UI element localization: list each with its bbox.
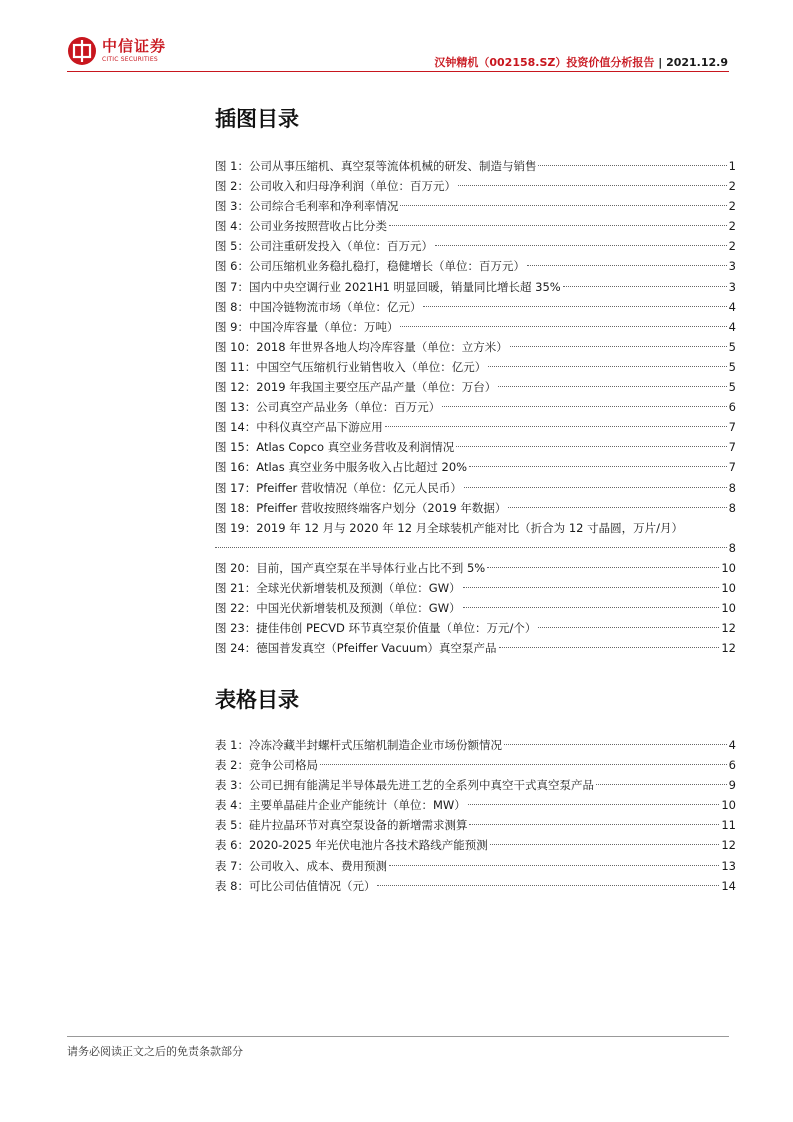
toc-entry-label: 图 8：中国冷链物流市场（单位：亿元） xyxy=(215,299,422,314)
toc-leader-dots xyxy=(498,386,726,387)
table-toc-row[interactable] xyxy=(215,876,736,896)
toc-leader-dots xyxy=(538,165,726,166)
logo-cn: 中信证券 xyxy=(102,37,167,55)
toc-leader-dots xyxy=(504,744,727,745)
figure-toc-row[interactable] xyxy=(215,196,736,216)
toc-entry-label: 图 14：中科仪真空产品下游应用 xyxy=(215,420,383,435)
report-title: 汉钟精机（002158.SZ）投资价值分析报告 xyxy=(434,56,655,69)
figure-toc-row[interactable] xyxy=(215,377,736,397)
toc-leader-dots xyxy=(320,764,727,765)
figure-toc-row[interactable] xyxy=(215,437,736,457)
toc-leader-dots xyxy=(456,446,726,447)
toc-page-number: 2 xyxy=(728,239,736,254)
toc-page-number: 3 xyxy=(728,279,736,294)
table-toc-row[interactable] xyxy=(215,775,736,795)
toc-entry-label: 图 9：中国冷库容量（单位：万吨） xyxy=(215,319,399,334)
toc-entry-label: 图 3：公司综合毛利率和净利率情况 xyxy=(215,199,399,214)
figure-toc-row[interactable] xyxy=(215,578,736,598)
toc-page-number: 3 xyxy=(728,259,736,274)
toc-entry-label: 表 6：2020-2025 年光伏电池片各技术路线产能预测 xyxy=(215,838,488,853)
toc-leader-dots xyxy=(458,185,727,186)
figure-toc-row[interactable] xyxy=(215,176,736,196)
figure-toc-row[interactable] xyxy=(215,317,736,337)
logo-text xyxy=(102,39,166,63)
toc-leader-dots xyxy=(400,205,726,206)
tables-toc xyxy=(215,735,736,896)
toc-entry-label: 图 24：德国普发真空（Pfeiffer Vacuum）真空泵产品 xyxy=(215,641,497,656)
toc-page-number: 5 xyxy=(728,339,736,354)
toc-leader-dots xyxy=(527,265,727,266)
toc-entry-label: 图 4：公司业务按照营收占比分类 xyxy=(215,219,387,234)
figure-toc-row[interactable] xyxy=(215,498,736,518)
toc-page-number: 7 xyxy=(728,440,736,455)
toc-page-number: 9 xyxy=(728,778,736,793)
toc-entry-label: 图 15：Atlas Copco 真空业务营收及利润情况 xyxy=(215,440,455,455)
toc-entry-label: 图 11：中国空气压缩机行业销售收入（单位：亿元） xyxy=(215,359,487,374)
toc-page-number: 7 xyxy=(728,460,736,475)
toc-leader-dots xyxy=(442,406,726,407)
toc-entry-label: 表 8：可比公司估值情况（元） xyxy=(215,878,376,893)
toc-page-number: 10 xyxy=(721,560,736,575)
toc-page-number: 11 xyxy=(721,818,736,833)
table-toc-row[interactable] xyxy=(215,735,736,755)
toc-page-number: 14 xyxy=(721,878,736,893)
toc-leader-dots xyxy=(464,487,727,488)
figure-toc-row[interactable] xyxy=(215,478,736,498)
toc-page-number: 2 xyxy=(728,199,736,214)
figure-toc-row[interactable] xyxy=(215,297,736,317)
toc-leader-dots xyxy=(499,647,720,648)
toc-leader-dots xyxy=(487,567,719,568)
table-toc-row[interactable] xyxy=(215,795,736,815)
toc-entry-label: 图 10：2018 年世界各地人均冷库容量（单位：立方米） xyxy=(215,339,508,354)
toc-entry-label: 图 2：公司收入和归母净利润（单位：百万元） xyxy=(215,179,456,194)
toc-entry-label: 图 22：中国光伏新增装机及预测（单位：GW） xyxy=(215,601,461,616)
logo-en: CITIC SECURITIES xyxy=(102,56,158,63)
toc-leader-dots xyxy=(389,865,719,866)
toc-entry-label: 图 1：公司从事压缩机、真空泵等流体机械的研发、制造与销售 xyxy=(215,159,537,173)
toc-leader-dots xyxy=(490,844,720,845)
toc-page-number: 12 xyxy=(721,621,736,636)
tables-toc-title: 表格目录 xyxy=(215,688,299,712)
toc-page-number: 8 xyxy=(728,540,736,555)
toc-entry-label: 图 13：公司真空产品业务（单位：百万元） xyxy=(215,400,441,415)
figure-toc-row[interactable] xyxy=(215,618,736,638)
toc-entry-label: 图 17：Pfeiffer 营收情况（单位：亿元人民币） xyxy=(215,480,462,495)
footer-divider xyxy=(67,1036,729,1037)
toc-entry-label: 图 18：Pfeiffer 营收按照终端客户划分（2019 年数据） xyxy=(215,500,507,515)
toc-page-number: 13 xyxy=(721,858,736,873)
toc-leader-dots xyxy=(435,245,727,246)
toc-entry-label: 表 4：主要单晶硅片企业产能统计（单位：MW） xyxy=(215,798,466,813)
toc-entry-label: 图 6：公司压缩机业务稳扎稳打，稳健增长（单位：百万元） xyxy=(215,259,525,274)
citic-logo-icon xyxy=(67,36,97,66)
figure-toc-row[interactable] xyxy=(215,357,736,377)
toc-leader-dots xyxy=(469,466,727,467)
figure-toc-row[interactable] xyxy=(215,337,736,357)
figure-toc-row[interactable] xyxy=(215,256,736,276)
toc-leader-dots xyxy=(468,804,720,805)
toc-page-number: 8 xyxy=(728,480,736,495)
figure-toc-row[interactable] xyxy=(215,638,736,658)
figures-toc-title: 插图目录 xyxy=(215,107,299,131)
toc-entry-label: 表 1：冷冻冷藏半封螺杆式压缩机制造企业市场份额情况 xyxy=(215,738,502,752)
report-date: | 2021.12.9 xyxy=(658,56,728,69)
toc-page-number: 8 xyxy=(728,500,736,515)
figure-toc-row[interactable] xyxy=(215,558,736,578)
toc-page-number: 7 xyxy=(728,420,736,435)
toc-entry-label: 图 21：全球光伏新增装机及预测（单位：GW） xyxy=(215,580,461,595)
toc-entry-label: 图 7：国内中央空调行业 2021H1 明显回暖，销量同比增长超 35% xyxy=(215,279,561,294)
toc-page-number: 10 xyxy=(721,601,736,616)
toc-page-number: 2 xyxy=(728,179,736,194)
table-toc-row[interactable] xyxy=(215,856,736,876)
toc-page-number: 10 xyxy=(721,798,736,813)
toc-entry-label: 图 16：Atlas 真空业务中服务收入占比超过 20% xyxy=(215,460,468,475)
figure-toc-row[interactable] xyxy=(215,417,736,437)
figure-toc-row[interactable] xyxy=(215,156,736,176)
toc-page-number: 5 xyxy=(728,359,736,374)
table-toc-row[interactable] xyxy=(215,815,736,835)
toc-leader-dots xyxy=(596,784,727,785)
table-toc-row[interactable] xyxy=(215,755,736,775)
company-logo xyxy=(67,36,166,66)
figure-toc-row[interactable] xyxy=(215,457,736,477)
toc-page-number: 12 xyxy=(721,641,736,656)
toc-page-number: 4 xyxy=(728,299,736,314)
toc-page-number: 4 xyxy=(728,738,736,752)
figure-toc-row[interactable] xyxy=(215,397,736,417)
toc-page-number: 4 xyxy=(728,319,736,334)
toc-entry-label: 图 23：捷佳伟创 PECVD 环节真空泵价值量（单位：万元/个） xyxy=(215,621,537,636)
toc-leader-dots xyxy=(563,286,727,287)
toc-entry-label: 图 12：2019 年我国主要空压产品产量（单位：万台） xyxy=(215,380,497,395)
toc-leader-dots xyxy=(389,225,727,226)
toc-page-number: 6 xyxy=(728,758,736,773)
toc-leader-dots xyxy=(538,627,719,628)
toc-page-number: 2 xyxy=(728,219,736,234)
figures-toc xyxy=(215,156,736,658)
toc-entry-label: 图 20：目前，国产真空泵在半导体行业占比不到 5% xyxy=(215,560,486,575)
report-header-title xyxy=(434,54,728,70)
toc-entry-label: 图 19：2019 年 12 月与 2020 年 12 月全球装机产能对比（折合为 12 寸晶圆，万片/月） xyxy=(215,520,683,535)
toc-entry-label: 表 7：公司收入、成本、费用预测 xyxy=(215,858,387,873)
toc-page-number: 12 xyxy=(721,838,736,853)
footer-disclaimer: 请务必阅读正文之后的免责条款部分 xyxy=(67,1045,243,1058)
toc-page-number: 6 xyxy=(728,400,736,415)
toc-leader-dots xyxy=(463,607,720,608)
toc-leader-dots xyxy=(510,346,727,347)
toc-page-number: 10 xyxy=(721,580,736,595)
figure-toc-row[interactable] xyxy=(215,216,736,236)
figure-toc-row[interactable] xyxy=(215,236,736,256)
figure-toc-row[interactable] xyxy=(215,277,736,297)
toc-leader-dots xyxy=(488,366,726,367)
toc-leader-dots xyxy=(400,326,726,327)
table-toc-row[interactable] xyxy=(215,835,736,855)
toc-leader-dots xyxy=(469,824,719,825)
toc-leader-dots xyxy=(423,306,726,307)
toc-leader-dots xyxy=(463,587,720,588)
figure-toc-row[interactable] xyxy=(215,598,736,618)
figure-toc-row[interactable] xyxy=(215,518,736,558)
header-divider xyxy=(67,71,729,72)
toc-entry-label: 表 5：硅片拉晶环节对真空泵设备的新增需求测算 xyxy=(215,818,468,833)
toc-leader-dots xyxy=(385,426,727,427)
toc-page-number: 1 xyxy=(728,159,736,173)
toc-entry-label: 图 5：公司注重研发投入（单位：百万元） xyxy=(215,239,433,254)
toc-leader-dots xyxy=(215,547,727,548)
toc-page-number: 5 xyxy=(728,380,736,395)
toc-leader-dots xyxy=(508,507,726,508)
toc-entry-label: 表 3：公司已拥有能满足半导体最先进工艺的全系列中真空干式真空泵产品 xyxy=(215,778,594,793)
toc-leader-dots xyxy=(377,885,719,886)
toc-entry-label: 表 2：竞争公司格局 xyxy=(215,758,318,773)
